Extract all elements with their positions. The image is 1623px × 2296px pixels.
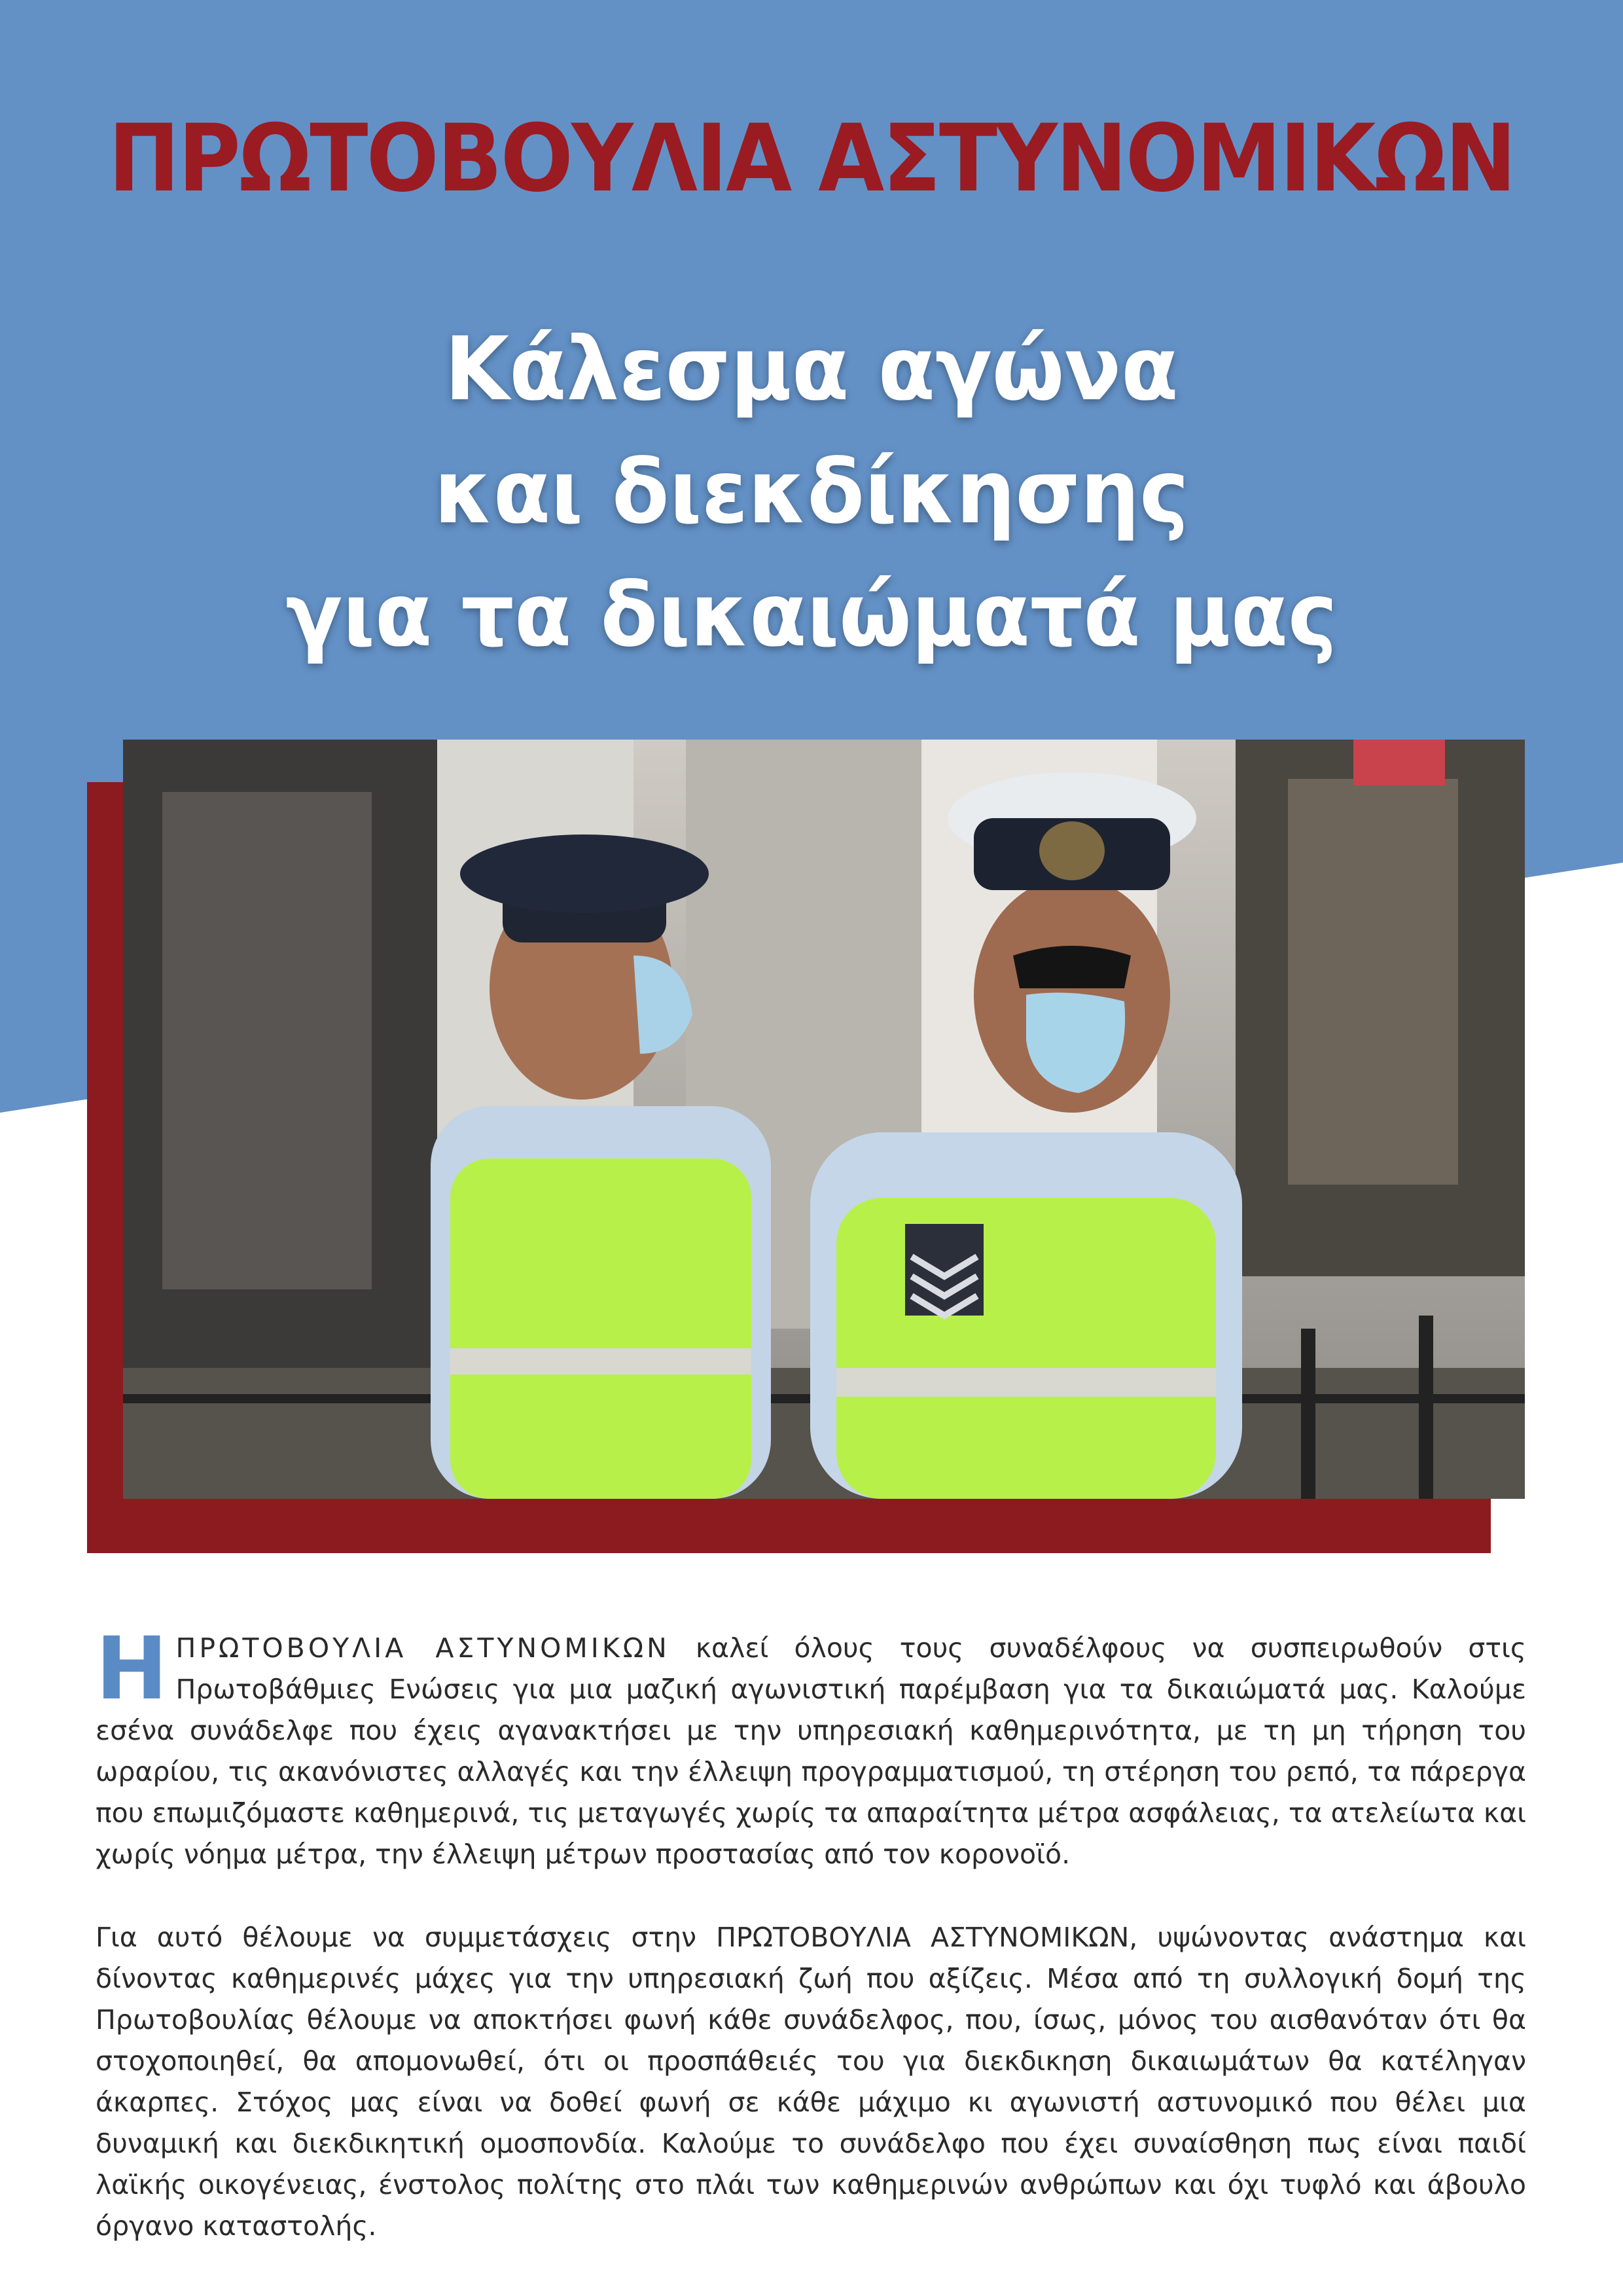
drop-cap: Η xyxy=(96,1619,168,1719)
photo-illustration xyxy=(123,740,1525,1499)
article-paragraph-1 xyxy=(96,1619,1526,1875)
organization-title: ΠΡΩΤΟΒΟΥΛΙΑ ΑΣΤΥΝΟΜΙΚΩΝ xyxy=(108,105,1515,213)
article-paragraph-2: Για αυτό θέλουμε να συμμετάσχεις στην ΠΡΩΤΟΒΟΥΛΙΑ ΑΣΤΥΝΟΜΙΚΩΝ, υψώνοντας ανάστημα και δίνοντας καθημερινές μάχες για την υπηρεσιακή ζωή που αξίζεις. Μέσα από τη συλλογική δομή της Πρωτοβουλίας θέλουμε να αποκτήσει φωνή κάθε συνάδελφος, που, ίσως, μόνος του αισθανόταν ότι θα στοχοποιηθεί, θα απομονωθεί, ότι οι προσπάθειές του για διεκδικηση δικαιωμάτων θα κατέληγαν άκαρπες. Στόχος μας είναι να δοθεί φωνή σε κάθε μάχιμο κι αγωνιστή αστυνομικό που θέλει μια δυναμική και διεκδικητική ομοσπονδία. Καλούμε το συνάδελφο που έχει συναίσθηση πως είναι παιδί λαϊκής οικογένειας, ένστολος πολίτης στο πλάι των καθημερινών ανθρώπων και όχι τυφλό και άβουλο όργανο καταστολής. xyxy=(96,1922,1526,2242)
article-body xyxy=(96,1619,1526,2289)
police-officers-photo xyxy=(123,740,1525,1499)
headline-line-1: Κάλεσμα αγώνα xyxy=(444,318,1179,420)
lead-organization-name: ΠΡΩΤΟΒΟΥΛΙΑ ΑΣΤΥΝΟΜΙΚΩΝ xyxy=(175,1632,670,1664)
headline xyxy=(41,308,1582,677)
headline-line-2: και διεκδίκησης xyxy=(434,441,1189,543)
paragraph-1-text: καλεί όλους τους συναδέλφους να συσπειρωθούν στις Πρωτοβάθμιες Ενώσεις για μια μαζική αγωνιστική παρέμβαση για τα δικαιώματά μας. Καλούμε εσένα συνάδελφε που έχεις αγανακτήσει με την υπηρεσιακή καθημερινότητα, με τη μη τήρηση του ωραρίου, τις ακανόνιστες αλλαγές και την έλλειψη προγραμματισμού, τη στέρηση του ρεπό, τα πάρεργα που επωμιζόμαστε καθημερινά, τις μεταγωγές χωρίς τα απαραίτητα μέτρα ασφάλειας, τα ατελείωτα και χωρίς νόημα μέτρα, την έλλειψη μέτρων προστασίας από τον κορονοϊό. xyxy=(96,1632,1526,1870)
headline-line-3: για τα δικαιώματά μας xyxy=(285,564,1338,666)
